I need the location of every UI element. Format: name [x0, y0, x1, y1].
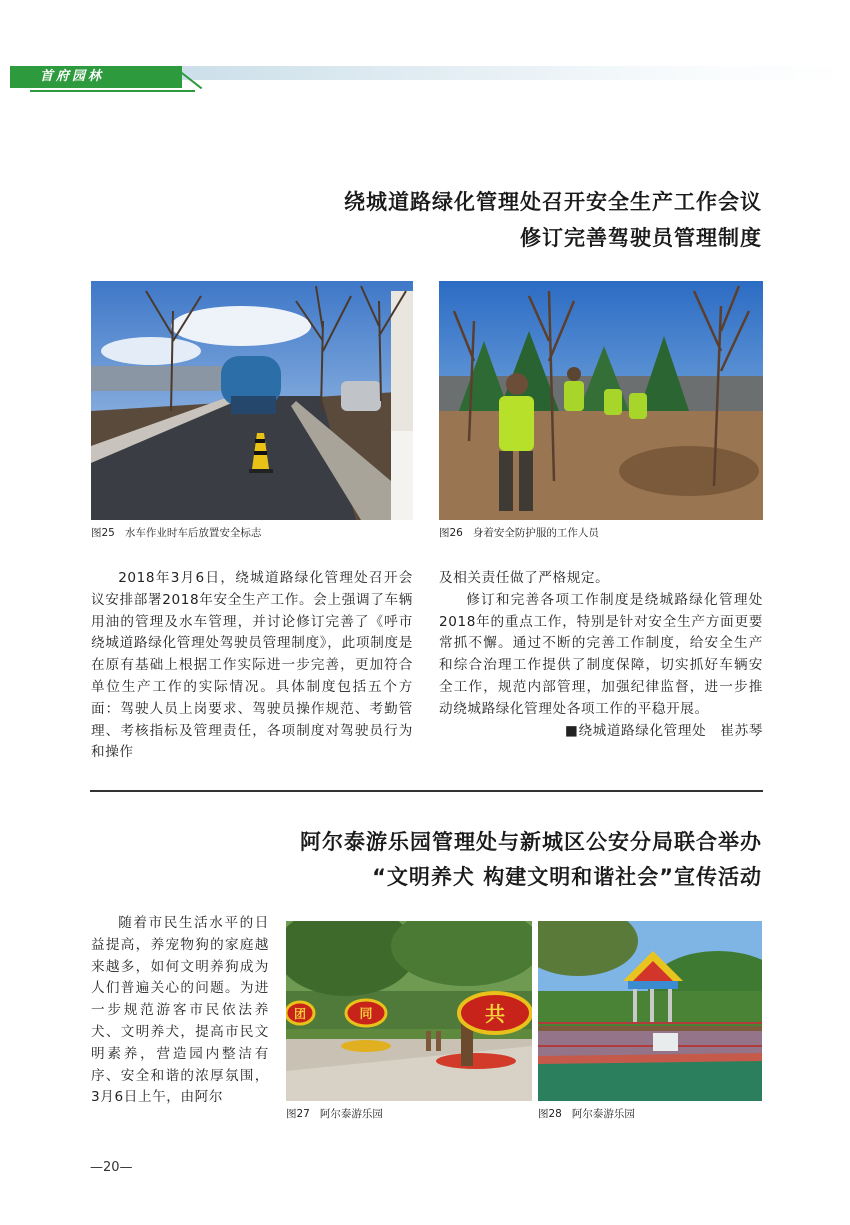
figure-27-sign-3: 共 [485, 1002, 505, 1026]
article1-paragraph1: 2018年3月6日，绕城道路绿化管理处召开会议安排部署2018年安全生产工作。会上强调了车辆用油的管理及水车管理，并讨论修订完善了《呼市绕城道路绿化管理处驾驶员管理制度》，此项制度是在原有基础上根据工作实际进一步完善，更加符合单位生产工作的实际情况。具体制度包括五个方面：驾驶人员上岗要求、驾驶员操作规范、考勤管理、考核指标及管理责任，各项制度对驾驶员行为和操作 [91, 570, 413, 761]
article2-column1 [91, 913, 269, 1109]
figure-27-sign-1: 团 [293, 1007, 307, 1021]
figure-26-text: 身着安全防护服的工作人员 [472, 527, 599, 539]
page-number: —20— [90, 1160, 133, 1175]
article1-column2 [439, 568, 763, 742]
figure-27-text: 阿尔泰游乐园 [319, 1108, 383, 1120]
figure-25-photo [91, 281, 413, 520]
figure-27-photo [286, 921, 532, 1101]
figure-27-sign-2: 同 [359, 1007, 373, 1022]
figure-27-number: 图27 [286, 1108, 310, 1120]
figure-25-number: 图25 [91, 527, 115, 539]
figure-26-caption [439, 525, 599, 540]
section-label: 首府园林 [10, 66, 182, 88]
figure-28-photo [538, 921, 762, 1101]
figure-25-caption [91, 525, 261, 540]
article2-title-line2: “文明养犬 构建文明和谐社会”宣传活动 [372, 865, 762, 889]
figure-27-caption [286, 1106, 383, 1121]
header-gradient [150, 66, 850, 80]
figure-26-photo [439, 281, 763, 520]
figure-28-text: 阿尔泰游乐园 [571, 1108, 635, 1120]
article-divider [90, 790, 763, 792]
article1-title-line2: 修订完善驾驶员管理制度 [520, 226, 762, 250]
article1-byline: ■绕城道路绿化管理处 崔苏琴 [565, 722, 763, 739]
figure-28-caption [538, 1106, 635, 1121]
article1-paragraph1-cont: 及相关责任做了严格规定。 [439, 570, 610, 586]
figure-28-number: 图28 [538, 1108, 562, 1120]
figure-25-text: 水车作业时车后放置安全标志 [124, 527, 262, 539]
header-underline [30, 90, 195, 92]
figure-26-number: 图26 [439, 527, 463, 539]
article1-paragraph2: 修订和完善各项工作制度是绕城路绿化管理处2018年的重点工作，特别是针对安全生产方面更要常抓不懈。通过不断的完善工作制度，给安全生产和综合治理工作提供了制度保障，切实抓好车辆安全工作，规范内部管理，加强纪律监督，进一步推动绕城路绿化管理处各项工作的平稳开展。 [439, 591, 763, 717]
article2-title-line1: 阿尔泰游乐园管理处与新城区公安分局联合举办 [300, 830, 762, 854]
article1-column1 [91, 568, 413, 764]
article2-paragraph1: 随着市民生活水平的日益提高，养宠物狗的家庭越来越多，如何文明养狗成为人们普遍关心的问题。为进一步规范游客市民依法养犬、文明养犬，提高市民文明素养，营造园内整洁有序、安全和谐的浓厚氛围，3月6日上午，由阿尔 [91, 915, 269, 1106]
article1-title-line1: 绕城道路绿化管理处召开安全生产工作会议 [344, 190, 762, 214]
header-band [0, 66, 850, 96]
